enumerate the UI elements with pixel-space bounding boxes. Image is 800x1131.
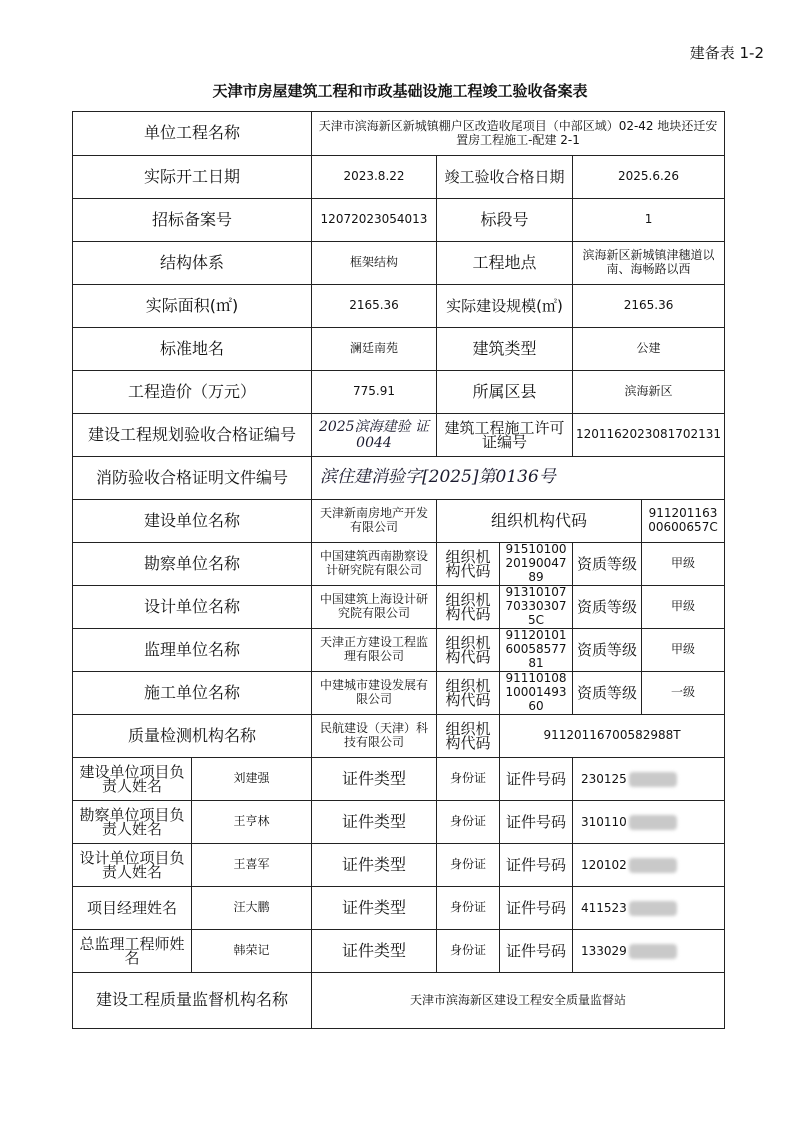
construction-org-label: 组织机构代码 — [437, 672, 500, 715]
bid-label: 招标备案号 — [73, 199, 312, 242]
survey-qual-value: 甲级 — [641, 543, 724, 586]
id-number-value — [573, 844, 725, 887]
district-value: 滨海新区 — [573, 371, 725, 414]
row-planning — [73, 414, 725, 457]
filing-form-table — [72, 111, 725, 1029]
supervision-qual-value: 甲级 — [641, 629, 724, 672]
planning-cert-handwriting: 2025滨海建验 证0044 — [312, 414, 437, 457]
start-date-value: 2023.8.22 — [312, 156, 437, 199]
start-date-label: 实际开工日期 — [73, 156, 312, 199]
survey-org-label: 组织机构代码 — [437, 543, 500, 586]
builder-org-label: 组织机构代码 — [437, 500, 642, 543]
supervision-org-value: 911201016005857781 — [500, 629, 573, 672]
area-label: 实际面积(㎡) — [73, 285, 312, 328]
person-role: 建设单位项目负责人姓名 — [73, 758, 192, 801]
id-type-label: 证件类型 — [312, 801, 437, 844]
id-type-label: 证件类型 — [312, 887, 437, 930]
cost-label: 工程造价（万元） — [73, 371, 312, 414]
design-org-value: 91310107703303075C — [500, 586, 573, 629]
monitor-value: 天津市滨海新区建设工程安全质量监督站 — [312, 973, 725, 1029]
id-number-value — [573, 887, 725, 930]
id-type-label: 证件类型 — [312, 758, 437, 801]
person-role: 勘察单位项目负责人姓名 — [73, 801, 192, 844]
id-number-label: 证件号码 — [500, 887, 573, 930]
id-number-value — [573, 930, 725, 973]
person-role: 总监理工程师姓名 — [73, 930, 192, 973]
id-number-label: 证件号码 — [500, 844, 573, 887]
planning-cert-label: 建设工程规划验收合格证编号 — [73, 414, 312, 457]
id-number-value — [573, 758, 725, 801]
acceptance-date-label: 竣工验收合格日期 — [437, 156, 573, 199]
row-cost — [73, 371, 725, 414]
form-number: 建备表 1-2 — [689, 44, 764, 62]
construction-qual-label: 资质等级 — [573, 672, 642, 715]
design-qual-value: 甲级 — [641, 586, 724, 629]
testing-org-value: 91120116700582988T — [500, 715, 725, 758]
document-title: 天津市房屋建筑工程和市政基础设施工程竣工验收备案表 — [212, 82, 588, 100]
builder-label: 建设单位名称 — [73, 500, 312, 543]
cost-value: 775.91 — [312, 371, 437, 414]
redaction-mask — [629, 858, 677, 873]
supervision-label: 监理单位名称 — [73, 629, 312, 672]
district-label: 所属区县 — [437, 371, 573, 414]
person-name: 王喜军 — [192, 844, 312, 887]
row-area — [73, 285, 725, 328]
id-type-value: 身份证 — [437, 844, 500, 887]
row-testing — [73, 715, 725, 758]
redaction-mask — [629, 772, 677, 787]
row-builder — [73, 500, 725, 543]
construction-label: 施工单位名称 — [73, 672, 312, 715]
testing-value: 民航建设（天津）科技有限公司 — [312, 715, 437, 758]
person-name: 汪大鹏 — [192, 887, 312, 930]
id-number-label: 证件号码 — [500, 801, 573, 844]
id-number-label: 证件号码 — [500, 930, 573, 973]
permit-label: 建筑工程施工许可证编号 — [437, 414, 573, 457]
row-structure — [73, 242, 725, 285]
row-supervision — [73, 629, 725, 672]
id-number-prefix: 133029 — [581, 943, 627, 958]
builder-value: 天津新南房地产开发有限公司 — [312, 500, 437, 543]
permit-value: 1201162023081702131 — [573, 414, 725, 457]
construction-org-value: 911101081000149360 — [500, 672, 573, 715]
builder-org-value: 91120116300600657C — [641, 500, 724, 543]
row-project-name — [73, 112, 725, 156]
survey-org-value: 915101002019004789 — [500, 543, 573, 586]
id-number-value — [573, 801, 725, 844]
construction-value: 中建城市建设发展有限公司 — [312, 672, 437, 715]
id-number-prefix: 411523 — [581, 900, 627, 915]
person-row — [73, 844, 725, 887]
supervision-qual-label: 资质等级 — [573, 629, 642, 672]
scale-value: 2165.36 — [573, 285, 725, 328]
monitor-label: 建设工程质量监督机构名称 — [73, 973, 312, 1029]
id-type-value: 身份证 — [437, 801, 500, 844]
id-type-value: 身份证 — [437, 758, 500, 801]
row-construction — [73, 672, 725, 715]
row-fire — [73, 457, 725, 500]
person-name: 王亨林 — [192, 801, 312, 844]
person-row — [73, 801, 725, 844]
testing-org-label: 组织机构代码 — [437, 715, 500, 758]
person-role: 项目经理姓名 — [73, 887, 192, 930]
redaction-mask — [629, 815, 677, 830]
person-row — [73, 930, 725, 973]
row-survey — [73, 543, 725, 586]
person-name: 韩荣记 — [192, 930, 312, 973]
id-type-label: 证件类型 — [312, 844, 437, 887]
bid-value: 12072023054013 — [312, 199, 437, 242]
person-row — [73, 887, 725, 930]
design-qual-label: 资质等级 — [573, 586, 642, 629]
row-place — [73, 328, 725, 371]
supervision-org-label: 组织机构代码 — [437, 629, 500, 672]
id-type-value: 身份证 — [437, 887, 500, 930]
section-label: 标段号 — [437, 199, 573, 242]
construction-qual-value: 一级 — [641, 672, 724, 715]
id-type-value: 身份证 — [437, 930, 500, 973]
location-label: 工程地点 — [437, 242, 573, 285]
project-name-value: 天津市滨海新区新城镇棚户区改造收尾项目（中部区域）02-42 地块还迁安置房工程施工-配建 2-1 — [312, 112, 725, 156]
redaction-mask — [629, 944, 677, 959]
location-value: 滨海新区新城镇津穗道以南、海畅路以西 — [573, 242, 725, 285]
row-dates — [73, 156, 725, 199]
project-name-label: 单位工程名称 — [73, 112, 312, 156]
id-number-prefix: 230125 — [581, 771, 627, 786]
building-type-label: 建筑类型 — [437, 328, 573, 371]
person-name: 刘建强 — [192, 758, 312, 801]
design-org-label: 组织机构代码 — [437, 586, 500, 629]
id-number-prefix: 120102 — [581, 857, 627, 872]
fire-cert-label: 消防验收合格证明文件编号 — [73, 457, 312, 500]
id-number-prefix: 310110 — [581, 814, 627, 829]
row-bid — [73, 199, 725, 242]
redaction-mask — [629, 901, 677, 916]
supervision-value: 天津正方建设工程监理有限公司 — [312, 629, 437, 672]
person-row — [73, 758, 725, 801]
section-value: 1 — [573, 199, 725, 242]
survey-label: 勘察单位名称 — [73, 543, 312, 586]
row-design — [73, 586, 725, 629]
place-name-label: 标准地名 — [73, 328, 312, 371]
survey-qual-label: 资质等级 — [573, 543, 642, 586]
structure-label: 结构体系 — [73, 242, 312, 285]
scale-label: 实际建设规模(㎡) — [437, 285, 573, 328]
row-monitor — [73, 973, 725, 1029]
testing-label: 质量检测机构名称 — [73, 715, 312, 758]
id-type-label: 证件类型 — [312, 930, 437, 973]
id-number-label: 证件号码 — [500, 758, 573, 801]
person-role: 设计单位项目负责人姓名 — [73, 844, 192, 887]
place-name-value: 澜廷南苑 — [312, 328, 437, 371]
design-label: 设计单位名称 — [73, 586, 312, 629]
survey-value: 中国建筑西南勘察设计研究院有限公司 — [312, 543, 437, 586]
building-type-value: 公建 — [573, 328, 725, 371]
structure-value: 框架结构 — [312, 242, 437, 285]
fire-cert-handwriting: 滨住建消验字[2025]第0136号 — [312, 457, 725, 500]
area-value: 2165.36 — [312, 285, 437, 328]
design-value: 中国建筑上海设计研究院有限公司 — [312, 586, 437, 629]
acceptance-date-value: 2025.6.26 — [573, 156, 725, 199]
